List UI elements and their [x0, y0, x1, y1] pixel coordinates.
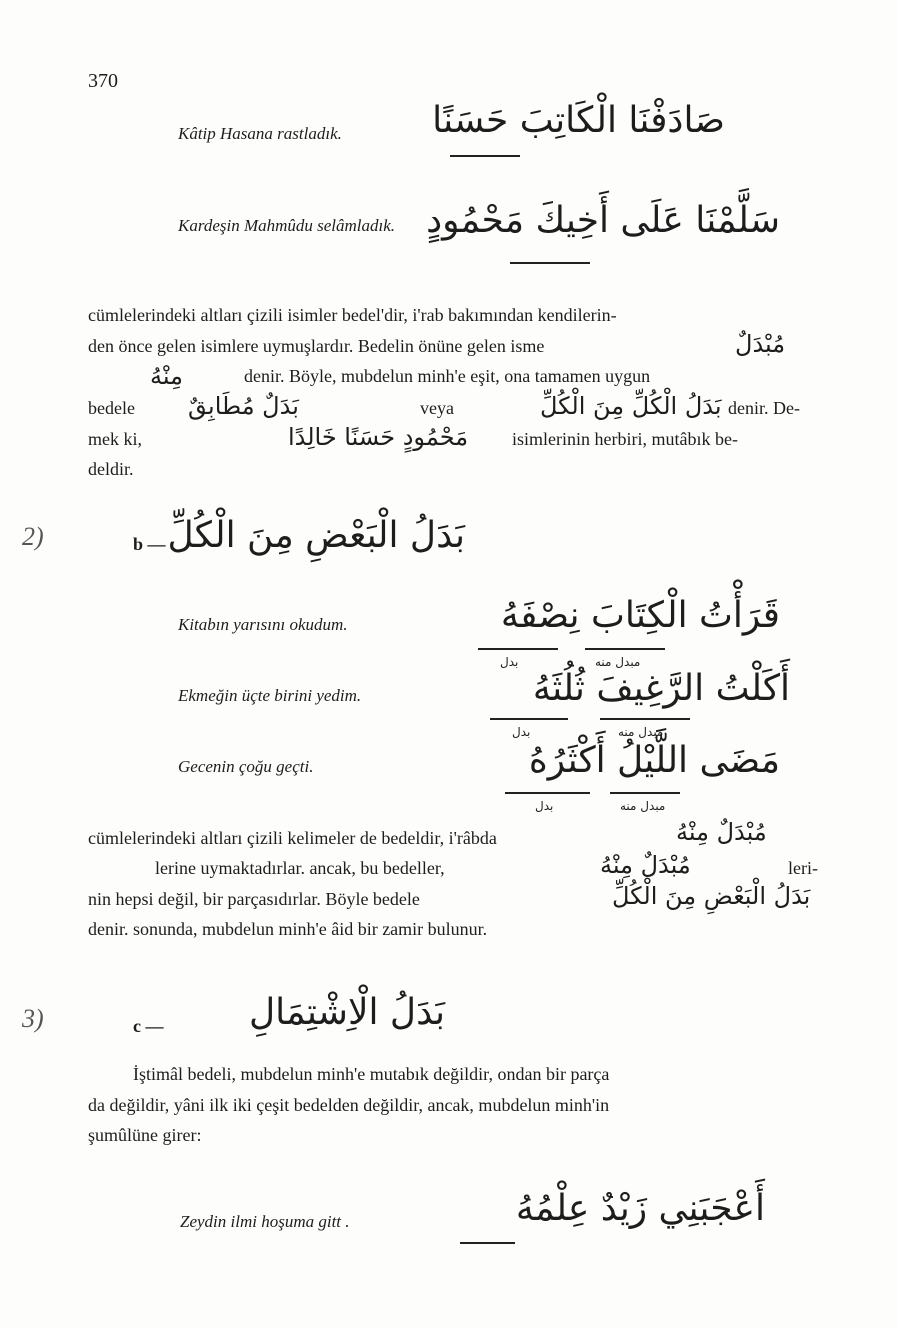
para2-line4: denir. sonunda, mubdelun minh'e âid bir zamir bulunur.: [88, 919, 488, 939]
para2-line1: cümlelerindeki altları çizili kelimeler de bedeldir, i'râbda: [88, 828, 497, 848]
para3-line1: İştimâl bedeli, mubdelun minh'e mutabık değildir, ondan bir parça: [133, 1064, 610, 1084]
underline-a1: [450, 155, 520, 157]
example-b1-arabic: قَرَأْتُ الْكِتَابَ نِصْفَهُ: [500, 595, 780, 636]
underline-b3-mubdel: [610, 792, 680, 794]
example-b3-arabic: مَضَى اللَّيْلُ أَكْثَرُهُ: [528, 740, 780, 781]
para2-arabic-1: مُبْدَلٌ مِنْهُ: [676, 818, 767, 846]
para1-arabic-kull: بَدَلُ الْكُلِّ مِنَ الْكُلِّ: [540, 392, 722, 420]
margin-number-3: 3): [22, 1004, 44, 1033]
page-number: 370: [88, 70, 118, 92]
para1-line5-b: isimlerinin herbiri, mutâbık be-: [512, 429, 738, 449]
example-a2-arabic: سَلَّمْنَا عَلَى أَخِيكَ مَحْمُودٍ: [426, 200, 780, 241]
para1-arabic-minhu: مِنْهُ: [150, 362, 183, 390]
label-b2-mubdel: مبدل منه: [618, 725, 664, 739]
para1-arabic-names: مَحْمُودٍ حَسَنًا خَالِدًا: [287, 423, 469, 451]
para2-line2-b: leri-: [788, 858, 818, 878]
para1-line5-a: mek ki,: [88, 429, 142, 449]
section-b-heading-arabic: بَدَلُ الْبَعْضِ مِنَ الْكُلِّ: [167, 515, 465, 556]
para1-line4-a: bedele: [88, 398, 135, 418]
example-a1-turkish: Kâtip Hasana rastladık.: [178, 124, 342, 143]
label-b3-badal: بدل: [535, 799, 554, 813]
margin-number-2: 2): [22, 522, 44, 551]
example-b3-turkish: Gecenin çoğu geçti.: [178, 757, 314, 776]
para2-line3: nin hepsi değil, bir parçasıdırlar. Böyle bedele: [88, 889, 420, 909]
example-b1-turkish: Kitabın yarısını okudum.: [178, 615, 348, 634]
final-example-turkish: Zeydin ilmi hoşuma gitt .: [180, 1212, 350, 1231]
example-b2-arabic: أَكَلْتُ الرَّغِيفَ ثُلُثَهُ: [532, 668, 790, 709]
underline-b1-mubdel: [585, 648, 665, 650]
para1-line3: denir. Böyle, mubdelun minh'e eşit, ona tamamen uygun: [244, 366, 651, 386]
example-b2-turkish: Ekmeğin üçte birini yedim.: [178, 686, 362, 705]
underline-b2-mubdel: [600, 718, 690, 720]
underline-b3-badal: [505, 792, 590, 794]
section-c-label: c —: [133, 1016, 164, 1036]
para1-line4-c: denir. De-: [728, 398, 800, 418]
label-b3-mubdel: مبدل منه: [620, 799, 666, 813]
underline-a2: [510, 262, 590, 264]
para3-line3: şumûlüne girer:: [88, 1125, 202, 1145]
para1-arabic-mutabik: بَدَلٌ مُطَابِقٌ: [188, 392, 299, 420]
para1-line2: den önce gelen isimlere uymuşlardır. Bedelin önüne gelen isme: [88, 336, 545, 356]
para1-arabic-mubdel: مُبْدَلٌ: [735, 330, 786, 358]
label-b1-badal: بدل: [500, 655, 519, 669]
para2-arabic-3: بَدَلُ الْبَعْضِ مِنَ الْكُلِّ: [612, 882, 811, 910]
para1-line6: deldir.: [88, 459, 134, 479]
section-b-label: b —: [133, 534, 166, 554]
example-a2-turkish: Kardeşin Mahmûdu selâmladık.: [178, 216, 396, 235]
section-c-heading-arabic: بَدَلُ الْاِشْتِمَالِ: [248, 992, 445, 1033]
para2-line2-a: lerine uymaktadırlar. ancak, bu bedeller,: [155, 858, 445, 878]
underline-b1-badal: [478, 648, 558, 650]
final-example-arabic: أَعْجَبَنِي زَيْدٌ عِلْمُهُ: [515, 1188, 765, 1229]
example-a1-arabic: صَادَفْنَا الْكَاتِبَ حَسَنًا: [432, 100, 725, 141]
para1-line1: cümlelerindeki altları çizili isimler bedel'dir, i'rab bakımından kendilerin-: [88, 305, 617, 325]
para2-arabic-2: مُبْدَلٌ مِنْهُ: [600, 851, 691, 879]
para1-line4-b: veya: [420, 398, 454, 418]
para3-line2: da değildir, yâni ilk iki çeşit bedelden değildir, ancak, mubdelun minh'in: [88, 1095, 610, 1115]
label-b1-mubdel: مبدل منه: [595, 655, 641, 669]
underline-b2-badal: [490, 718, 568, 720]
underline-final: [460, 1242, 515, 1244]
label-b2-badal: بدل: [512, 725, 531, 739]
